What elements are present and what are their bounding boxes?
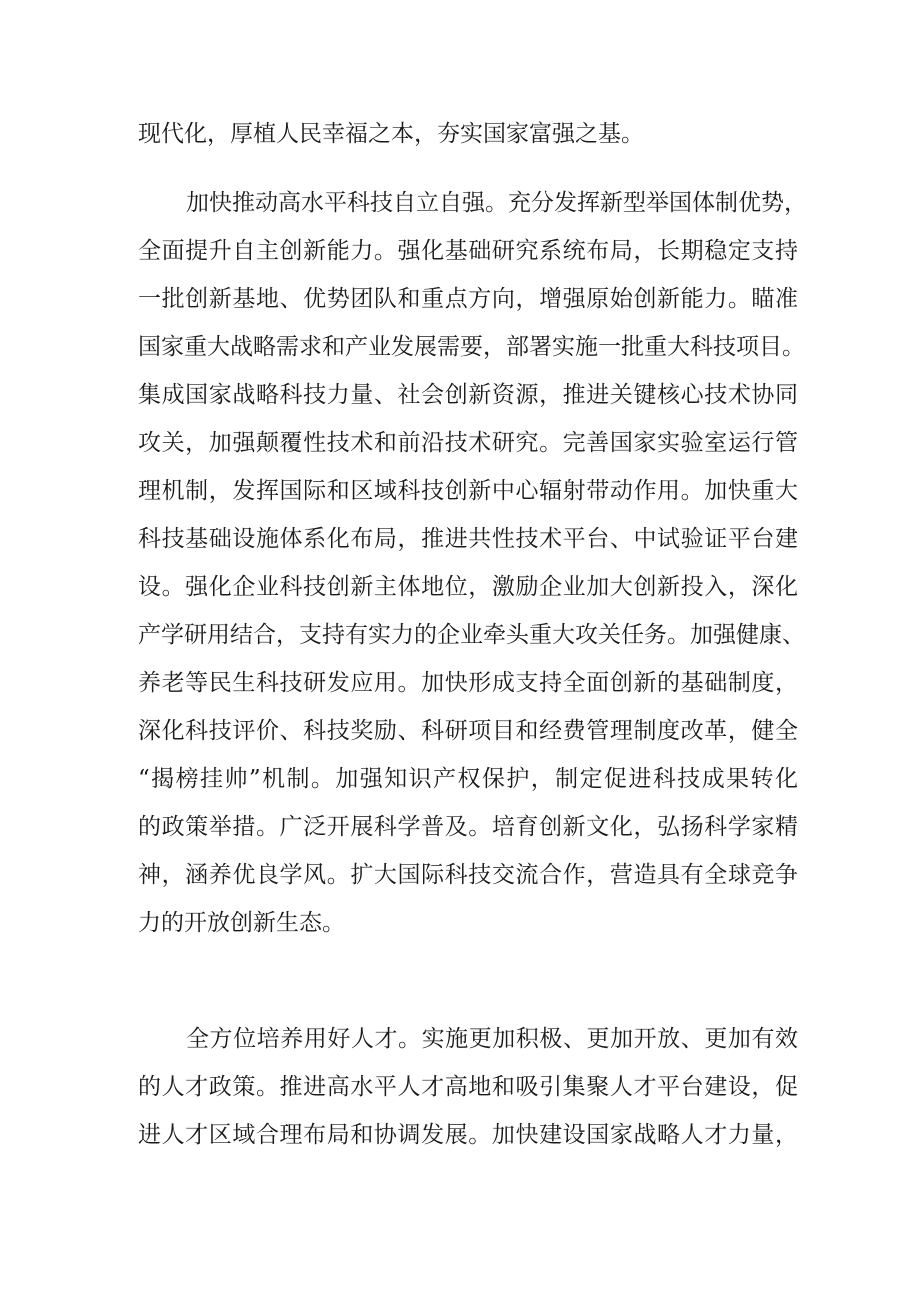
paragraph-2-line-3: 一批创新基地、优势团队和重点方向，增强原始创新能力。瞄准 — [138, 286, 798, 312]
paragraph-2-line-6: 攻关，加强颠覆性技术和前沿技术研究。完善国家实验室运行管 — [138, 430, 798, 456]
paragraph-2-line-13: “揭榜挂帅”机制。加强知识产权保护，制定促进科技成果转化 — [138, 766, 798, 792]
paragraph-1-line-1: 现代化，厚植人民幸福之本，夯实国家富强之基。 — [138, 121, 644, 147]
paragraph-2-line-14: 的政策举措。广泛开展科学普及。培育创新文化，弘扬科学家精 — [138, 814, 798, 840]
paragraph-2-line-4: 国家重大战略需求和产业发展需要，部署实施一批重大科技项目。 — [138, 334, 805, 360]
paragraph-2-line-15: 神，涵养优良学风。扩大国际科技交流合作，营造具有全球竞争 — [138, 862, 798, 888]
paragraph-3-line-1: 全方位培养用好人才。实施更加积极、更加开放、更加有效 — [186, 1026, 798, 1052]
paragraph-2-line-8: 科技基础设施体系化布局，推进共性技术平台、中试验证平台建 — [138, 526, 798, 552]
paragraph-3-line-3: 进人才区域合理布局和协调发展。加快建设国家战略人才力量， — [138, 1122, 798, 1148]
paragraph-2-line-9: 设。强化企业科技创新主体地位，激励企业加大创新投入，深化 — [138, 574, 798, 600]
paragraph-2-line-1: 加快推动高水平科技自立自强。充分发挥新型举国体制优势， — [186, 190, 807, 216]
paragraph-2-line-2: 全面提升自主创新能力。强化基础研究系统布局，长期稳定支持 — [138, 238, 798, 264]
paragraph-2-line-5: 集成国家战略科技力量、社会创新资源，推进关键核心技术协同 — [138, 382, 798, 408]
paragraph-3-line-2: 的人才政策。推进高水平人才高地和吸引集聚人才平台建设，促 — [138, 1074, 798, 1100]
paragraph-2-line-10: 产学研用结合，支持有实力的企业牵头重大攻关任务。加强健康、 — [138, 622, 805, 648]
paragraph-2-line-12: 深化科技评价、科技奖励、科研项目和经费管理制度改革，健全 — [138, 718, 798, 744]
paragraph-2-line-7: 理机制，发挥国际和区域科技创新中心辐射带动作用。加快重大 — [138, 478, 798, 504]
paragraph-2-line-11: 养老等民生科技研发应用。加快形成支持全面创新的基础制度， — [138, 670, 798, 696]
paragraph-2-line-16: 力的开放创新生态。 — [138, 910, 345, 936]
